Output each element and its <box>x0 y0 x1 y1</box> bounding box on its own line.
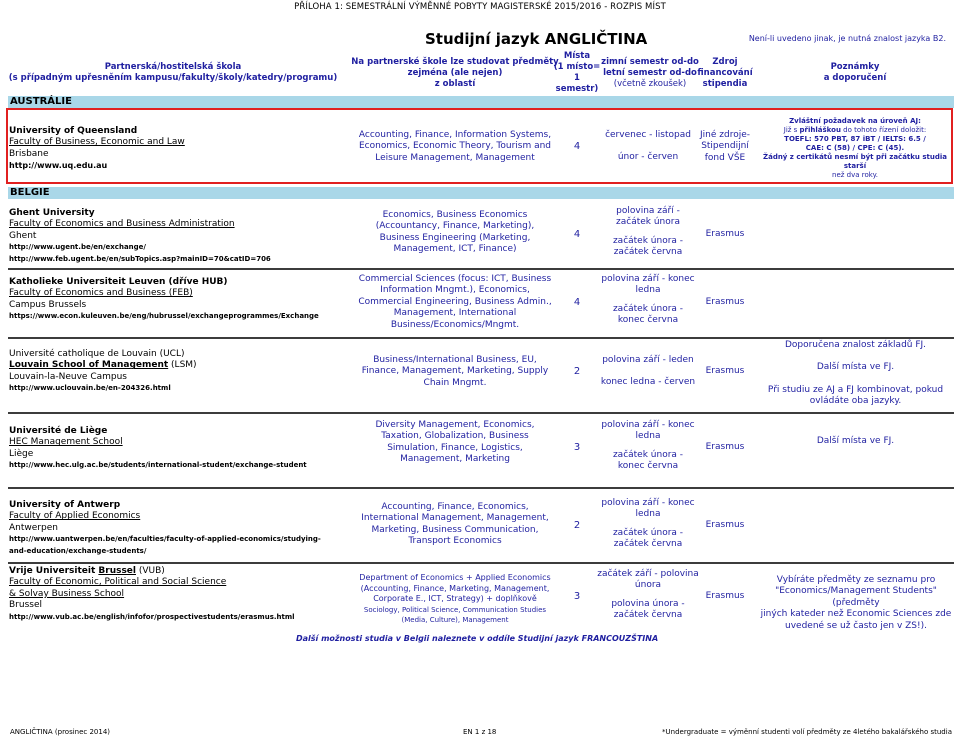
semester-antwerp: polovina září - konec ledna začátek února - začátek června <box>601 498 695 550</box>
country-heading-australia: AUSTRÁLIE <box>8 96 954 108</box>
faculty-link[interactable]: Faculty of Economics and Business (FEB) <box>9 288 193 299</box>
school-url[interactable]: http://www.uantwerpen.be/en/faculties/faculty-of-applied-economics/studying- <box>9 535 321 544</box>
notes-vub: Vybíráte předměty ze seznamu pro "Economics/Management Students" (předměty jiných kateder než Economic Sciences zde uvedené se už často jen v ZS!). <box>760 575 952 631</box>
row-divider <box>8 337 954 339</box>
faculty-link[interactable]: & Solvay Business School <box>9 588 125 599</box>
school-liege: Université de Liège HEC Management School Liège http://www.hec.ulg.ac.be/students/international-student/exchange-student <box>9 426 307 472</box>
semester-leuven: polovina září - konec ledna začátek února - konec června <box>601 274 695 326</box>
row-divider <box>8 487 954 489</box>
school-vub: Vrije Universiteit Brussel (VUB) Faculty of Economic, Political and Social Science & Solvay Business School Brussel http://www.vub.ac.be/english/infofor/prospectivestudents/erasmus.html <box>9 566 295 623</box>
places-ucl: 2 <box>573 366 581 377</box>
faculty-link[interactable]: Faculty of Economic, Political and Social Science <box>9 577 227 588</box>
footer-page-number: EN 1 z 18 <box>463 728 497 736</box>
source-vub: Erasmus <box>705 591 745 601</box>
school-url[interactable]: http://www.vub.ac.be/english/infofor/prospectivestudents/erasmus.html <box>9 612 295 621</box>
further-options-note: Další možnosti studia v Belgii naleznete v oddíle Studijní jazyk FRANCOUZŠTINA <box>296 634 659 643</box>
semester-liege: polovina září - konec ledna začátek února - konec června <box>601 420 695 472</box>
footer-left: ANGLIČTINA (prosinec 2014) <box>10 728 111 736</box>
source-leuven: Erasmus <box>705 297 745 307</box>
source-uq: Jiné zdroje- Stipendijní fond VŠE <box>700 130 750 163</box>
semester-ucl: polovina září - leden konec ledna - červen <box>600 355 696 388</box>
header-notes: Poznámky a doporučení <box>823 62 887 83</box>
header-funding-source: Zdroj financování stipendia <box>697 56 753 89</box>
school-link[interactable]: Louvain School of Management <box>9 360 169 371</box>
source-liege: Erasmus <box>705 442 745 452</box>
subjects-uq: Accounting, Finance, Information Systems, Economics, Economic Theory, Tourism and Leisure Management, Management <box>358 130 552 163</box>
faculty-link[interactable]: Faculty of Applied Economics <box>9 511 141 522</box>
places-liege: 3 <box>573 442 581 453</box>
places-antwerp: 2 <box>573 520 581 531</box>
subjects-vub: Department of Economics + Applied Economics (Accounting, Finance, Marketing, Management, Corporate E., ICT, Strategy) + doplňkově Sociology, Political Science, Communication Studies (Media, Culture), Management <box>359 573 551 624</box>
subjects-liege: Diversity Management, Economics, Taxation, Globalization, Business Simulation, Finance, Logistics, Management, Marketing <box>375 420 535 465</box>
school-leuven: Katholieke Universiteit Leuven (dříve HUB) Faculty of Economics and Business (FEB) Campus Brussels https://www.econ.kuleuven.be/eng/hubrussel/exchangeprogrammes/Exchange <box>9 277 319 323</box>
semester-uq: červenec - listopad únor - červen <box>605 130 691 163</box>
school-url[interactable]: and-education/exchange-students/ <box>9 546 147 555</box>
row-divider <box>8 412 954 414</box>
semester-vub: začátek září - polovina února polovina února - začátek června <box>597 569 699 621</box>
school-uq: University of Queensland Faculty of Business, Economic and Law Brisbane http://www.uq.edu.au <box>9 126 185 171</box>
document-header: PŘÍLOHA 1: SEMESTRÁLNÍ VÝMĚNNÉ POBYTY MAGISTERSKÉ 2015/2016 - ROZPIS MÍST <box>294 2 666 12</box>
notes-liege: Další místa ve FJ. <box>816 436 895 446</box>
places-uq: 4 <box>573 141 581 152</box>
header-places: Místa (1 místo= 1 semestr) <box>553 51 601 94</box>
source-ghent: Erasmus <box>705 229 745 239</box>
school-ghent: Ghent University Faculty of Economics and Business Administration Ghent http://www.ugent.be/en/exchange/ http://www.feb.ugent.be/en/subTopics.asp?mainID=70&catID=706 <box>9 208 271 265</box>
subjects-ucl: Business/International Business, EU, Finance, Management, Marketing, Supply Chain Mngmt. <box>361 355 549 388</box>
places-ghent: 4 <box>573 229 581 240</box>
school-url[interactable]: http://www.uq.edu.au <box>9 161 108 171</box>
school-url[interactable]: http://www.hec.ulg.ac.be/students/international-student/exchange-student <box>9 461 307 470</box>
source-ucl: Erasmus <box>705 366 745 376</box>
row-divider <box>8 268 954 270</box>
school-url[interactable]: http://www.feb.ugent.be/en/subTopics.asp?mainID=70&catID=706 <box>9 254 271 263</box>
faculty-link[interactable]: Faculty of Economics and Business Administration <box>9 219 235 230</box>
semester-ghent: polovina září - začátek února začátek února - začátek června <box>612 206 684 258</box>
header-subjects: Na partnerské škole lze studovat předměty zejména (ale nejen) z oblastí <box>351 56 559 89</box>
school-url[interactable]: http://www.uclouvain.be/en-204326.html <box>9 384 171 393</box>
faculty-link[interactable]: Faculty of Business, Economic and Law <box>9 137 185 148</box>
header-semester: zimní semestr od-do letní semestr od-do (včetně zkoušek) <box>601 56 699 89</box>
places-vub: 3 <box>573 591 581 602</box>
row-divider <box>8 562 954 564</box>
subjects-antwerp: Accounting, Finance, Economics, International Management, Management, Marketing, Business Communication, Transport Economics <box>361 502 549 547</box>
notes-uq: Zvláštní požadavek na úroveň AJ: Již s přihláškou do tohoto řízení doložit: TOEFL: 570 PBT, 87 iBT / IELTS: 6.5 / CAE: C (58) / CPE: C (45). Žádný z certikátů nesmí být při začátku studia starší než dva roky. <box>763 117 947 179</box>
school-link[interactable]: HEC Management School <box>9 437 123 448</box>
school-url[interactable]: https://www.econ.kuleuven.be/eng/hubrussel/exchangeprogrammes/Exchange <box>9 312 319 321</box>
footer-right: *Undergraduate = výměnní studenti volí předměty ze 4letého bakalářského studia <box>662 728 952 736</box>
subjects-ghent: Economics, Business Economics (Accountancy, Finance, Marketing), Business Engineering (Marketing, Management, ICT, Finance) <box>375 210 535 255</box>
places-leuven: 4 <box>573 297 581 308</box>
country-heading-belgium: BELGIE <box>8 187 954 199</box>
school-url[interactable]: http://www.ugent.be/en/exchange/ <box>9 243 146 252</box>
source-antwerp: Erasmus <box>705 520 745 530</box>
subjects-leuven: Commercial Sciences (focus: ICT, Business Information Mngmt.), Economics, Commercial Engineering, Business Admin., Management, International Business/Economics/Mngmt. <box>358 274 552 330</box>
language-note: Není-li uvedeno jinak, je nutná znalost jazyka B2. <box>748 34 946 43</box>
header-partner-school: Partnerská/hostitelská škola (s případným upřesněním kampusu/fakulty/školy/katedry/programu) <box>8 62 338 83</box>
school-antwerp: University of Antwerp Faculty of Applied Economics Antwerpen http://www.uantwerpen.be/en/faculties/faculty-of-applied-economics/studying- and-education/exchange-students/ <box>9 500 321 557</box>
page-title: Studijní jazyk ANGLIČTINA <box>425 30 648 48</box>
notes-ucl: Doporučena znalost základů FJ. Další místa ve FJ. Při studiu ze AJ a FJ kombinovat, pokud ovládáte oba jazyky. <box>767 340 944 407</box>
school-ucl: Université catholique de Louvain (UCL) Louvain School of Management (LSM) Louvain-la-Neuve Campus http://www.uclouvain.be/en-204326.html <box>9 349 197 395</box>
